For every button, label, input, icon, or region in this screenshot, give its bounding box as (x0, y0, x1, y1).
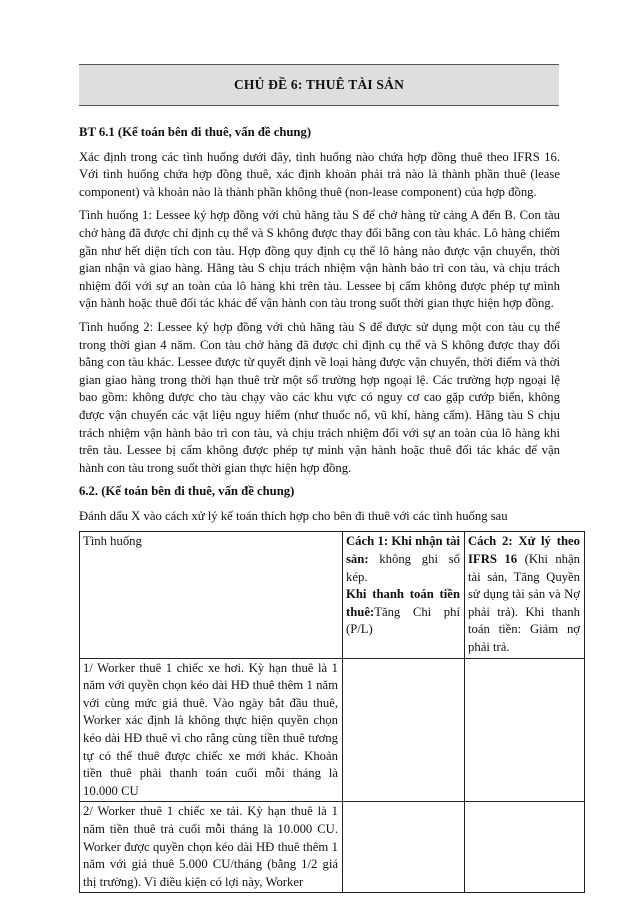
case-1-paragraph: Tình huống 1: Lessee ký hợp đồng với chủ hãng tàu S để chở hàng từ cảng A đến B. Con tàu chở hàng đã được chỉ định cụ thể và S không được thay đổi bằng con tàu khác. Lô hàng chiếm gần như hết diện tích con tàu. Hợp đồng quy định cụ thể lô hàng nào được vận chuyển, thời gian nhận và giao hàng. Hãng tàu S chịu trách nhiệm vận hành bảo trì con tàu, và chịu trách nhiệm đối với sự an toàn của lô hàng khi trên tàu. Lessee bị cấm không được phép tự mình vận hành hoặc thuê đối tác khác để vận hành con tàu trong suốt thời gian thực hiện hợp đồng. (79, 208, 560, 311)
method-1-text-1: không ghi sổ kép. (346, 552, 460, 584)
exercise-6-2-heading: 6.2. (Kế toán bên đi thuê, vấn đề chung) (79, 484, 295, 499)
row-1-situation: 1/ Worker thuê 1 chiếc xe hơi. Kỳ hạn thuê là 1 năm với quyền chọn kéo dài HĐ thuê thêm 1 năm với cùng mức giá thuê. Vào ngày bắt đầu thuê, Worker xác định là không thực hiện quyền chọn kéo dài HĐ thuê vì cho rằng cùng tiền thuê tương tự có thể thuê được chiếc xe mới khác. Khoản tiền thuê phải thanh toán cuối mỗi tháng là 10.000 CU (80, 658, 343, 802)
table-row (80, 802, 585, 893)
table-header-row (80, 532, 585, 658)
row-2-method-2-cell[interactable] (465, 802, 585, 893)
method-1-text-2: Tăng Chi phí (P/L) (346, 604, 460, 637)
document-content (79, 124, 581, 893)
exercise-6-1-heading: BT 6.1 (Kế toán bên đi thuê, vấn đề chung) (79, 125, 312, 139)
exercise-6-2-intro: Đánh dấu X vào cách xử lý kế toán thích hợp cho bên đi thuê với các tình huống sau (79, 508, 508, 523)
header-situation: Tình huống (80, 532, 343, 658)
row-1-method-2-cell[interactable] (465, 658, 585, 802)
method-1-bold-2: Khi thanh toán tiền thuê: (346, 587, 460, 619)
method-2-bold: Cách 2: Xử lý theo IFRS 16 (468, 534, 580, 567)
exercise-6-1-intro: Xác định trong các tình huống dưới đây, tình huống nào chứa hợp đồng thuê theo IFRS 16. Với tình huống chứa hợp đồng thuê, xác định khoản phải trả nào là thành phần thuê (lease component) và khoản nào là thành phần không thuê (non-lease component) của hợp đồng. (79, 149, 560, 199)
table-row (80, 658, 585, 802)
row-1-method-1-cell[interactable] (343, 658, 465, 802)
header-method-1 (343, 532, 465, 658)
method-2-text: (Khi nhận tài sản, Tăng Quyền sử dụng tài sản và Nợ phải trả). Khi thanh toán tiền: Giảm nợ phải trả. (468, 552, 581, 655)
row-2-situation: 2/ Worker thuê 1 chiếc xe tải. Kỳ hạn thuê là 1 năm tiền thuê trả cuối mỗi tháng là 10.000 CU. Worker được quyền chọn kéo dài HĐ thuê thêm 1 năm với giá thuê 5.000 CU/tháng (bằng 1/2 giá thị trường). Vì điều kiện có lợi này, Worker (80, 802, 343, 893)
row-2-method-1-cell[interactable] (343, 802, 465, 893)
method-1-bold-1: Cách 1: Khi nhận tài sản: (346, 534, 460, 567)
accounting-treatment-table (79, 531, 585, 893)
case-2-paragraph: Tình huống 2: Lessee ký hợp đồng với chủ hãng tàu S để được sử dụng một con tàu cụ thể trong thời gian 4 năm. Con tàu chở hàng đã được chỉ định cụ thể và S không được thay đổi bằng con tàu khác. Lessee được từ quyết định về loại hàng được vận chuyển, thời điểm và thời gian giao hàng trong thời hạn thuê trừ một số trường hợp ngoại lệ. Các trường hợp ngoại lệ bao gồm: không được cho tàu chạy vào các khu vực có nguy cơ cao gặp cướp biển, không được vận chuyển các vật liệu nguy hiểm (như thuốc nổ, vũ khí, hàng cấm). Hãng tàu S chịu trách nhiệm vận hành bảo trì con tàu, và chịu trách nhiệm đối với sự an toàn của lô hàng khi trên tàu. Lessee bị cấm không được phép tự mình vận hành hoặc thuê đối tác khác để vận hành con tàu trong suốt thời gian thực hiện hợp đồng. (79, 319, 560, 475)
header-method-2 (465, 532, 585, 658)
chapter-title: CHỦ ĐỀ 6: THUÊ TÀI SẢN (79, 64, 559, 106)
